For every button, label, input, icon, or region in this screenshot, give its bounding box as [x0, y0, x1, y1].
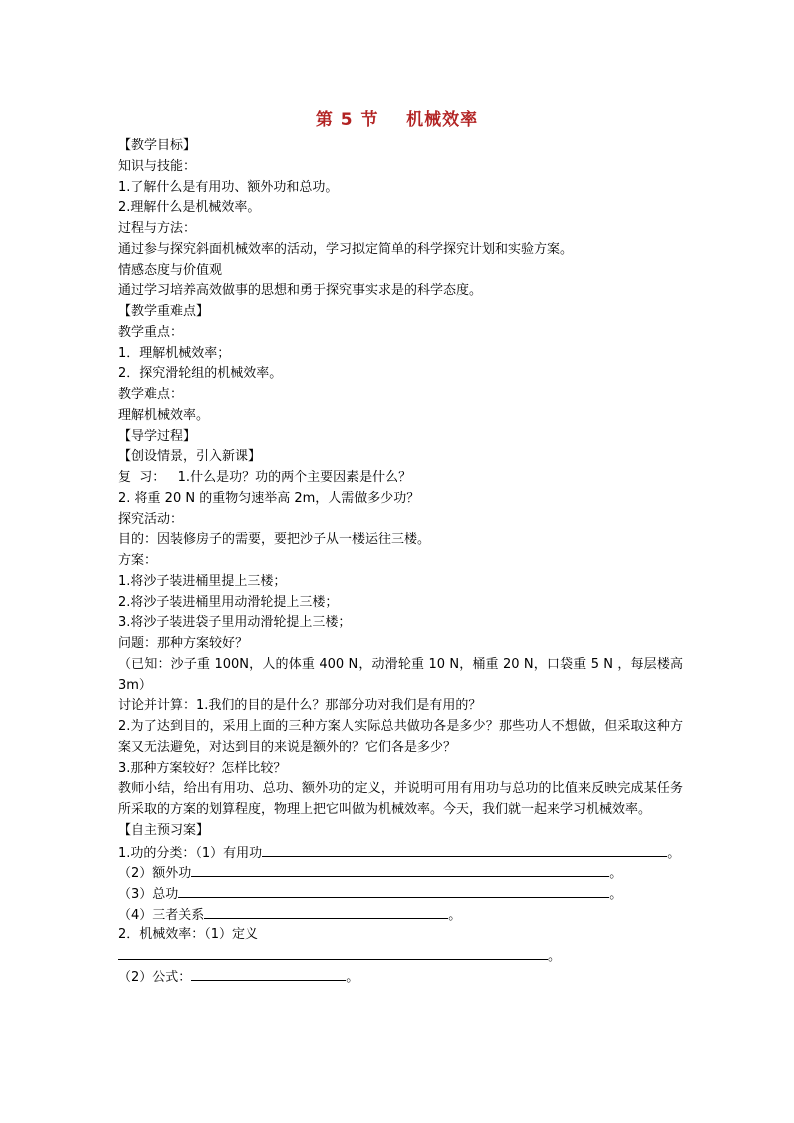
activity-heading: 探究活动：	[118, 511, 184, 527]
knowledge-item-2: 2.理解什么是机械效率。	[118, 200, 261, 216]
emotion-text: 通过学习培养高效做事的思想和勇于探究事实求是的科学态度。	[118, 283, 483, 299]
discuss-item-2: 2.为了达到目的，采用上面的三种方案人实际总共做功各是多少？那些功人不想做，但采取这种方案又无法避免，对达到目的来说是额外的？它们各是多少？	[118, 719, 683, 755]
intro-heading: 【创设情景，引入新课】	[118, 449, 262, 465]
teacher-summary: 教师小结，给出有用功、总功、额外功的定义，并说明可用有用功与总功的比值来反映完成某任务所采取的方案的划算程度，物理上把它叫做为机械效率。今天，我们就一起来学习机械效率。	[118, 781, 683, 817]
work-class-label: 1.功的分类：（1）有用功	[118, 845, 263, 861]
process-text: 通过参与探究斜面机械效率的活动，学习拟定简单的科学探究计划和实验方案。	[118, 241, 574, 257]
review-2: 2. 将重 20 N 的重物匀速举高 2m，人需做多少功？	[118, 490, 420, 506]
definition-blank[interactable]	[118, 945, 548, 960]
extra-work-label: （2）额外功	[118, 866, 192, 882]
page-title: 第 5 节 机械效率	[315, 110, 479, 130]
discuss-item-1: 讨论并计算：1.我们的目的是什么？那部分功对我们是有用的？	[118, 698, 482, 714]
formula-label: （2）公式：	[118, 970, 192, 985]
plan-heading: 方案：	[118, 553, 158, 568]
period: 。	[609, 866, 623, 882]
efficiency-definition-label: 2．机械效率：（1）定义	[118, 926, 259, 942]
key-item-1: 1．理解机械效率；	[118, 345, 231, 361]
emotion-heading: 情感态度与价值观	[118, 262, 223, 278]
formula-row	[118, 966, 683, 987]
discuss-item-3: 3.那种方案较好？怎样比较？	[118, 760, 287, 776]
difficult-text: 理解机械效率。	[118, 407, 210, 423]
work-classification-row	[118, 842, 683, 863]
total-work-blank[interactable]	[178, 883, 609, 898]
knowledge-item-1: 1.了解什么是有用功、额外功和总功。	[118, 179, 339, 195]
difficult-heading: 教学难点：	[118, 387, 184, 402]
relation-label: （4）三者关系	[118, 907, 205, 923]
keypoints-heading: 【教学重难点】	[118, 304, 210, 319]
objectives-heading: 【教学目标】	[118, 138, 197, 153]
extra-work-blank[interactable]	[191, 862, 609, 877]
process-heading: 过程与方法：	[118, 221, 197, 236]
known-conditions: （已知：沙子重 100N，人的体重 400 N，动滑轮重 10 N，桶重 20 N，口袋重 5 N ，每层楼高 3m）	[118, 656, 683, 693]
period: 。	[346, 970, 360, 985]
plan-item-3: 3.将沙子装进袋子里用动滑轮提上三楼；	[118, 615, 352, 631]
definition-row	[118, 945, 683, 966]
period: 。	[609, 887, 623, 902]
total-work-row	[118, 883, 683, 904]
formula-blank[interactable]	[191, 966, 346, 981]
extra-work-row	[118, 862, 683, 883]
purpose-text: 目的：因装修房子的需要，要把沙子从一楼运往三楼。	[118, 532, 431, 548]
total-work-label: （3）总功	[118, 887, 179, 902]
knowledge-heading: 知识与技能：	[118, 158, 197, 174]
plan-item-1: 1.将沙子装进桶里提上三楼；	[118, 573, 287, 589]
key-item-2: 2．探究滑轮组的机械效率。	[118, 366, 283, 382]
guide-heading: 【导学过程】	[118, 428, 197, 444]
key-heading: 教学重点：	[118, 324, 184, 340]
useful-work-blank[interactable]	[262, 842, 667, 857]
relation-blank[interactable]	[204, 904, 448, 919]
preview-heading: 【自主预习案】	[118, 822, 210, 838]
plan-item-2: 2.将沙子装进桶里用动滑轮提上三楼；	[118, 594, 339, 610]
period: 。	[667, 845, 681, 861]
question-text: 问题：那种方案较好？	[118, 636, 249, 651]
relation-row	[118, 904, 683, 925]
review-1: 复 习： 1.什么是功？功的两个主要因素是什么？	[118, 470, 412, 485]
period: 。	[548, 949, 562, 965]
period: 。	[448, 907, 462, 923]
document-body	[118, 136, 683, 987]
